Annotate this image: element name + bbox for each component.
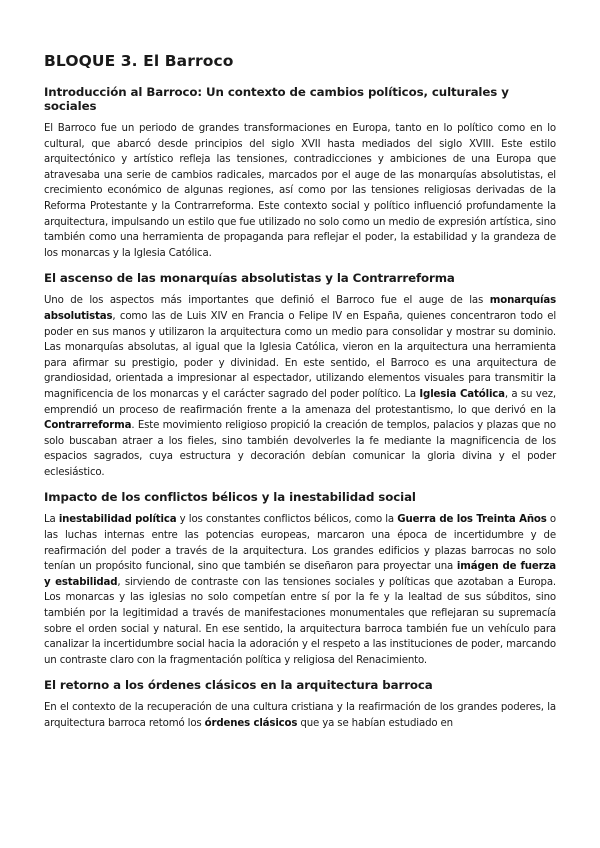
paragraph-text: La [44,514,59,526]
section-heading: Impacto de los conflictos bélicos y la inestabilidad social [44,490,416,505]
section-introduccion [44,85,556,261]
paragraph-text: o las luchas internas entre las potencias europeas, marcaron una época de incertidumbre y de reafirmación del poder a través de la arquitectura. Los grandes edificios y plazas barrocas no solo tenían un propósito funcional, sino que también se diseñaron para proyectar una [44,514,556,573]
document-title: BLOQUE 3. El Barroco [44,52,234,70]
section-paragraph [44,293,556,480]
section-heading: El ascenso de las monarquías absolutistas y la Contrarreforma [44,271,455,286]
bold-term: monarquías absolutistas [44,295,556,322]
paragraph-text: y los constantes conflictos bélicos, como la [176,514,398,526]
paragraph-text: En el contexto de la recuperación de una cultura cristiana y la reafirmación de los grandes poderes, la arquitectura barroca retomó los [44,702,556,729]
bold-term: Contrarreforma [44,420,132,432]
section-heading: El retorno a los órdenes clásicos en la arquitectura barroca [44,678,433,693]
section-paragraph [44,121,556,261]
paragraph-text: , a su vez, emprendió un proceso de reafirmación frente a la amenaza del protestantismo, lo que derivó en la [44,388,556,416]
paragraph-text: Uno de los aspectos más importantes que definió el Barroco fue el auge de las [44,295,490,307]
paragraph-text: El Barroco fue un periodo de grandes transformaciones en Europa, tanto en lo político como en lo cultural, que abarcó desde principios del siglo XVII hasta mediados del siglo XVIII. Este estilo arquitectónico y artístico refleja las tensiones, contradicciones y ambiciones de una Europa que atravesaba una serie de cambios radicales, marcados por el auge de las monarquías absolutistas, el crecimiento económico de algunas regiones, así como por las tensiones religiosas derivadas de la Reforma Protestante y la Contrarreforma. Este contexto social y político influenció profundamente la arquitectura, impulsando un estilo que fue utilizado no solo como un medio de expresión artística, sino también como una herramienta de propaganda para reflejar el poder, la estabilidad y la grandeza de los monarcas y la Iglesia Católica. [44,123,556,259]
bold-term: Iglesia Católica [419,388,505,400]
section-paragraph [44,512,556,668]
bold-term: órdenes clásicos [204,718,298,729]
section-ordenes-clasicos [44,678,556,731]
paragraph-text: que ya se habían estudiado en [297,718,453,729]
paragraph-text: , como las de Luis XIV en Francia o Felipe IV en España, quienes concentraron todo el poder en sus manos y utilizaron la arquitectura como un medio para consolidar y mostrar su dominio. Las monarquías absolutas, al igual que la Iglesia Católica, vieron en la arquitectura una herramienta para afirmar su prestigio, poder y divinidad. En este sentido, el Barroco es una arquitectura de grandiosidad, orientada a impresionar al espectador, utilizando elementos visuales para transmitir la magnificencia de los monarcas y el carácter sagrado del poder político. La [44,310,556,400]
section-paragraph [44,700,556,731]
section-monarquias [44,271,556,480]
bold-term: imágen de fuerza y estabilidad [44,561,556,588]
section-conflictos [44,490,556,668]
bold-term: inestabilidad política [58,514,177,526]
section-heading: Introducción al Barroco: Un contexto de cambios políticos, culturales y sociales [44,85,509,113]
bold-term: Guerra de los Treinta Años [397,514,547,526]
paragraph-text: . Este movimiento religioso propició la creación de templos, palacios y plazas que no solo buscaban atraer a los fieles, sino también devolverles la fe mediante la magnificencia de los espacios sagrados, cuya estructura y decoración debían comunicar la gloria divina y el poder eclesiástico. [44,420,556,478]
paragraph-text: , sirviendo de contraste con las tensiones sociales y políticas que azotaban a Europa. Los monarcas y las iglesias no solo competían entre sí por la fe y la lealtad de sus súbditos, sino también por la legitimidad a través de manifestaciones monumentales que reflejaran su supremacía sobre el orden social y natural. En ese sentido, la arquitectura barroca también fue un vehículo para canalizar la incertidumbre social hacia la adoración y el respeto a las instituciones de poder, marcando un contraste claro con la fragmentación política y religiosa del Renacimiento. [44,576,557,666]
